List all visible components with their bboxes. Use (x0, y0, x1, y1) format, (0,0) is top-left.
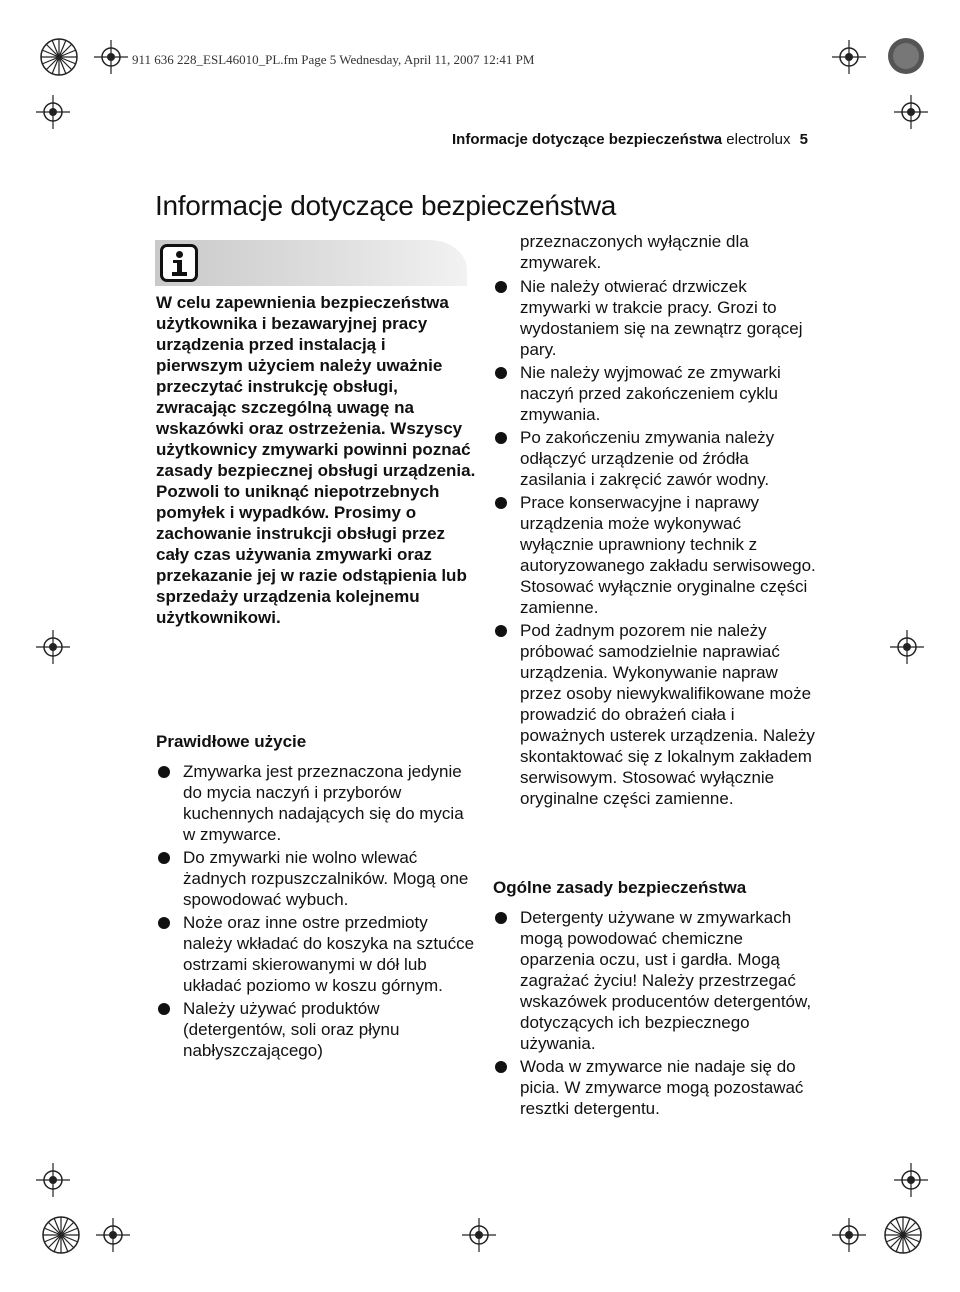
info-icon (160, 244, 198, 282)
bullet-icon (495, 1061, 507, 1073)
list-item: Po zakończeniu zmywania należy odłączyć urządzenie od źródła zasilania i zakręcić zawór wodny. (493, 427, 818, 490)
registration-mark-icon (38, 36, 80, 78)
crosshair-mark-icon (36, 95, 70, 129)
color-target-icon (886, 36, 926, 76)
list-item: Nie należy wyjmować ze zmywarki naczyń przed zakończeniem cyklu zmywania. (493, 362, 818, 425)
crosshair-mark-icon (462, 1218, 496, 1252)
crosshair-mark-icon (36, 1163, 70, 1197)
page-number: 5 (799, 131, 808, 148)
bullet-icon (158, 1003, 170, 1015)
list-item: Pod żadnym pozorem nie należy próbować samodzielnie naprawiać urządzenia. Wykonywanie napraw przez osoby niewykwalifikowane może prowadzić do obrażeń ciała i poważnych usterek urządzenia. Należy skontaktować się z lokalnym zakładem serwisowym. Stosować wyłącznie oryginalne części zamienne. (493, 620, 818, 809)
list-item: Woda w zmywarce nie nadaje się do picia. W zmywarce mogą pozostawać resztki detergentu. (493, 1056, 818, 1119)
crosshair-mark-icon (890, 630, 924, 664)
info-banner (155, 240, 467, 286)
continued-text: przeznaczonych wyłącznie dla zmywarek. (520, 232, 749, 272)
crosshair-mark-icon (96, 1218, 130, 1252)
crosshair-mark-icon (36, 630, 70, 664)
proper-use-list-continued (493, 276, 818, 811)
general-safety-list (493, 907, 818, 1121)
list-item: Zmywarka jest przeznaczona jedynie do mycia naczyń i przyborów kuchennych nadających się do mycia w zmywarce. (156, 761, 476, 845)
list-item: Należy używać produktów (detergentów, soli oraz płynu nabłyszczającego) (156, 998, 476, 1061)
bullet-icon (495, 367, 507, 379)
registration-mark-icon (882, 1214, 924, 1256)
bullet-icon (495, 281, 507, 293)
intro-paragraph: W celu zapewnienia bezpieczeństwa użytkownika i bezawaryjnej pracy urządzenia przed instalacją i pierwszym użyciem należy uważnie przeczytać instrukcję obsługi, zwracając szczególną uwagę na wskazówki oraz ostrzeżenia. Wszyscy użytkownicy zmywarki powinni poznać zasady bezpiecznej obsługi urządzenia. Pozwoli to uniknąć niepotrzebnych pomyłek i wypadków. Prosimy o zachowanie instrukcji obsługi przez cały czas używania zmywarki oraz przekazanie jej w razie odstąpienia lub sprzedaży urządzenia kolejnemu użytkownikowi. (156, 293, 476, 627)
running-header (452, 131, 808, 148)
crosshair-mark-icon (894, 1163, 928, 1197)
bullet-icon (495, 432, 507, 444)
print-header: 911 636 228_ESL46010_PL.fm Page 5 Wednesday, April 11, 2007 12:41 PM (132, 52, 535, 67)
crosshair-mark-icon (894, 95, 928, 129)
list-item: Do zmywarki nie wolno wlewać żadnych rozpuszczalników. Mogą one spowodować wybuch. (156, 847, 476, 910)
list-item: Detergenty używane w zmywarkach mogą powodować chemiczne oparzenia oczu, ust i gardła. Mogą zagrażać życiu! Należy przestrzegać wskazówek producentów detergentów, dotyczących ich bezpiecznego używania. (493, 907, 818, 1054)
crosshair-mark-icon (832, 1218, 866, 1252)
bullet-icon (158, 852, 170, 864)
running-header-brand: electrolux (726, 131, 791, 148)
list-item: Prace konserwacyjne i naprawy urządzenia może wykonywać wyłącznie uprawniony technik z autoryzowanego zakładu serwisowego. Stosować wyłącznie oryginalne części zamienne. (493, 492, 818, 618)
general-safety-heading: Ogólne zasady bezpieczeństwa (493, 878, 747, 897)
bullet-icon (158, 766, 170, 778)
crosshair-mark-icon (832, 40, 866, 74)
running-header-title: Informacje dotyczące bezpieczeństwa (452, 131, 723, 148)
bullet-icon (495, 912, 507, 924)
registration-mark-icon (40, 1214, 82, 1256)
list-item: Noże oraz inne ostre przedmioty należy wkładać do koszyka na sztućce ostrzami skierowanymi w dół lub układać poziomo w koszu górnym. (156, 912, 476, 996)
bullet-icon (495, 625, 507, 637)
proper-use-list (156, 761, 476, 1063)
bullet-icon (158, 917, 170, 929)
crosshair-mark-icon (94, 40, 128, 74)
proper-use-heading: Prawidłowe użycie (156, 732, 307, 751)
list-item: Nie należy otwierać drzwiczek zmywarki w trakcie pracy. Grozi to wydostaniem się na zewnątrz gorącej pary. (493, 276, 818, 360)
page-title: Informacje dotyczące bezpieczeństwa (155, 189, 617, 221)
bullet-icon (495, 497, 507, 509)
